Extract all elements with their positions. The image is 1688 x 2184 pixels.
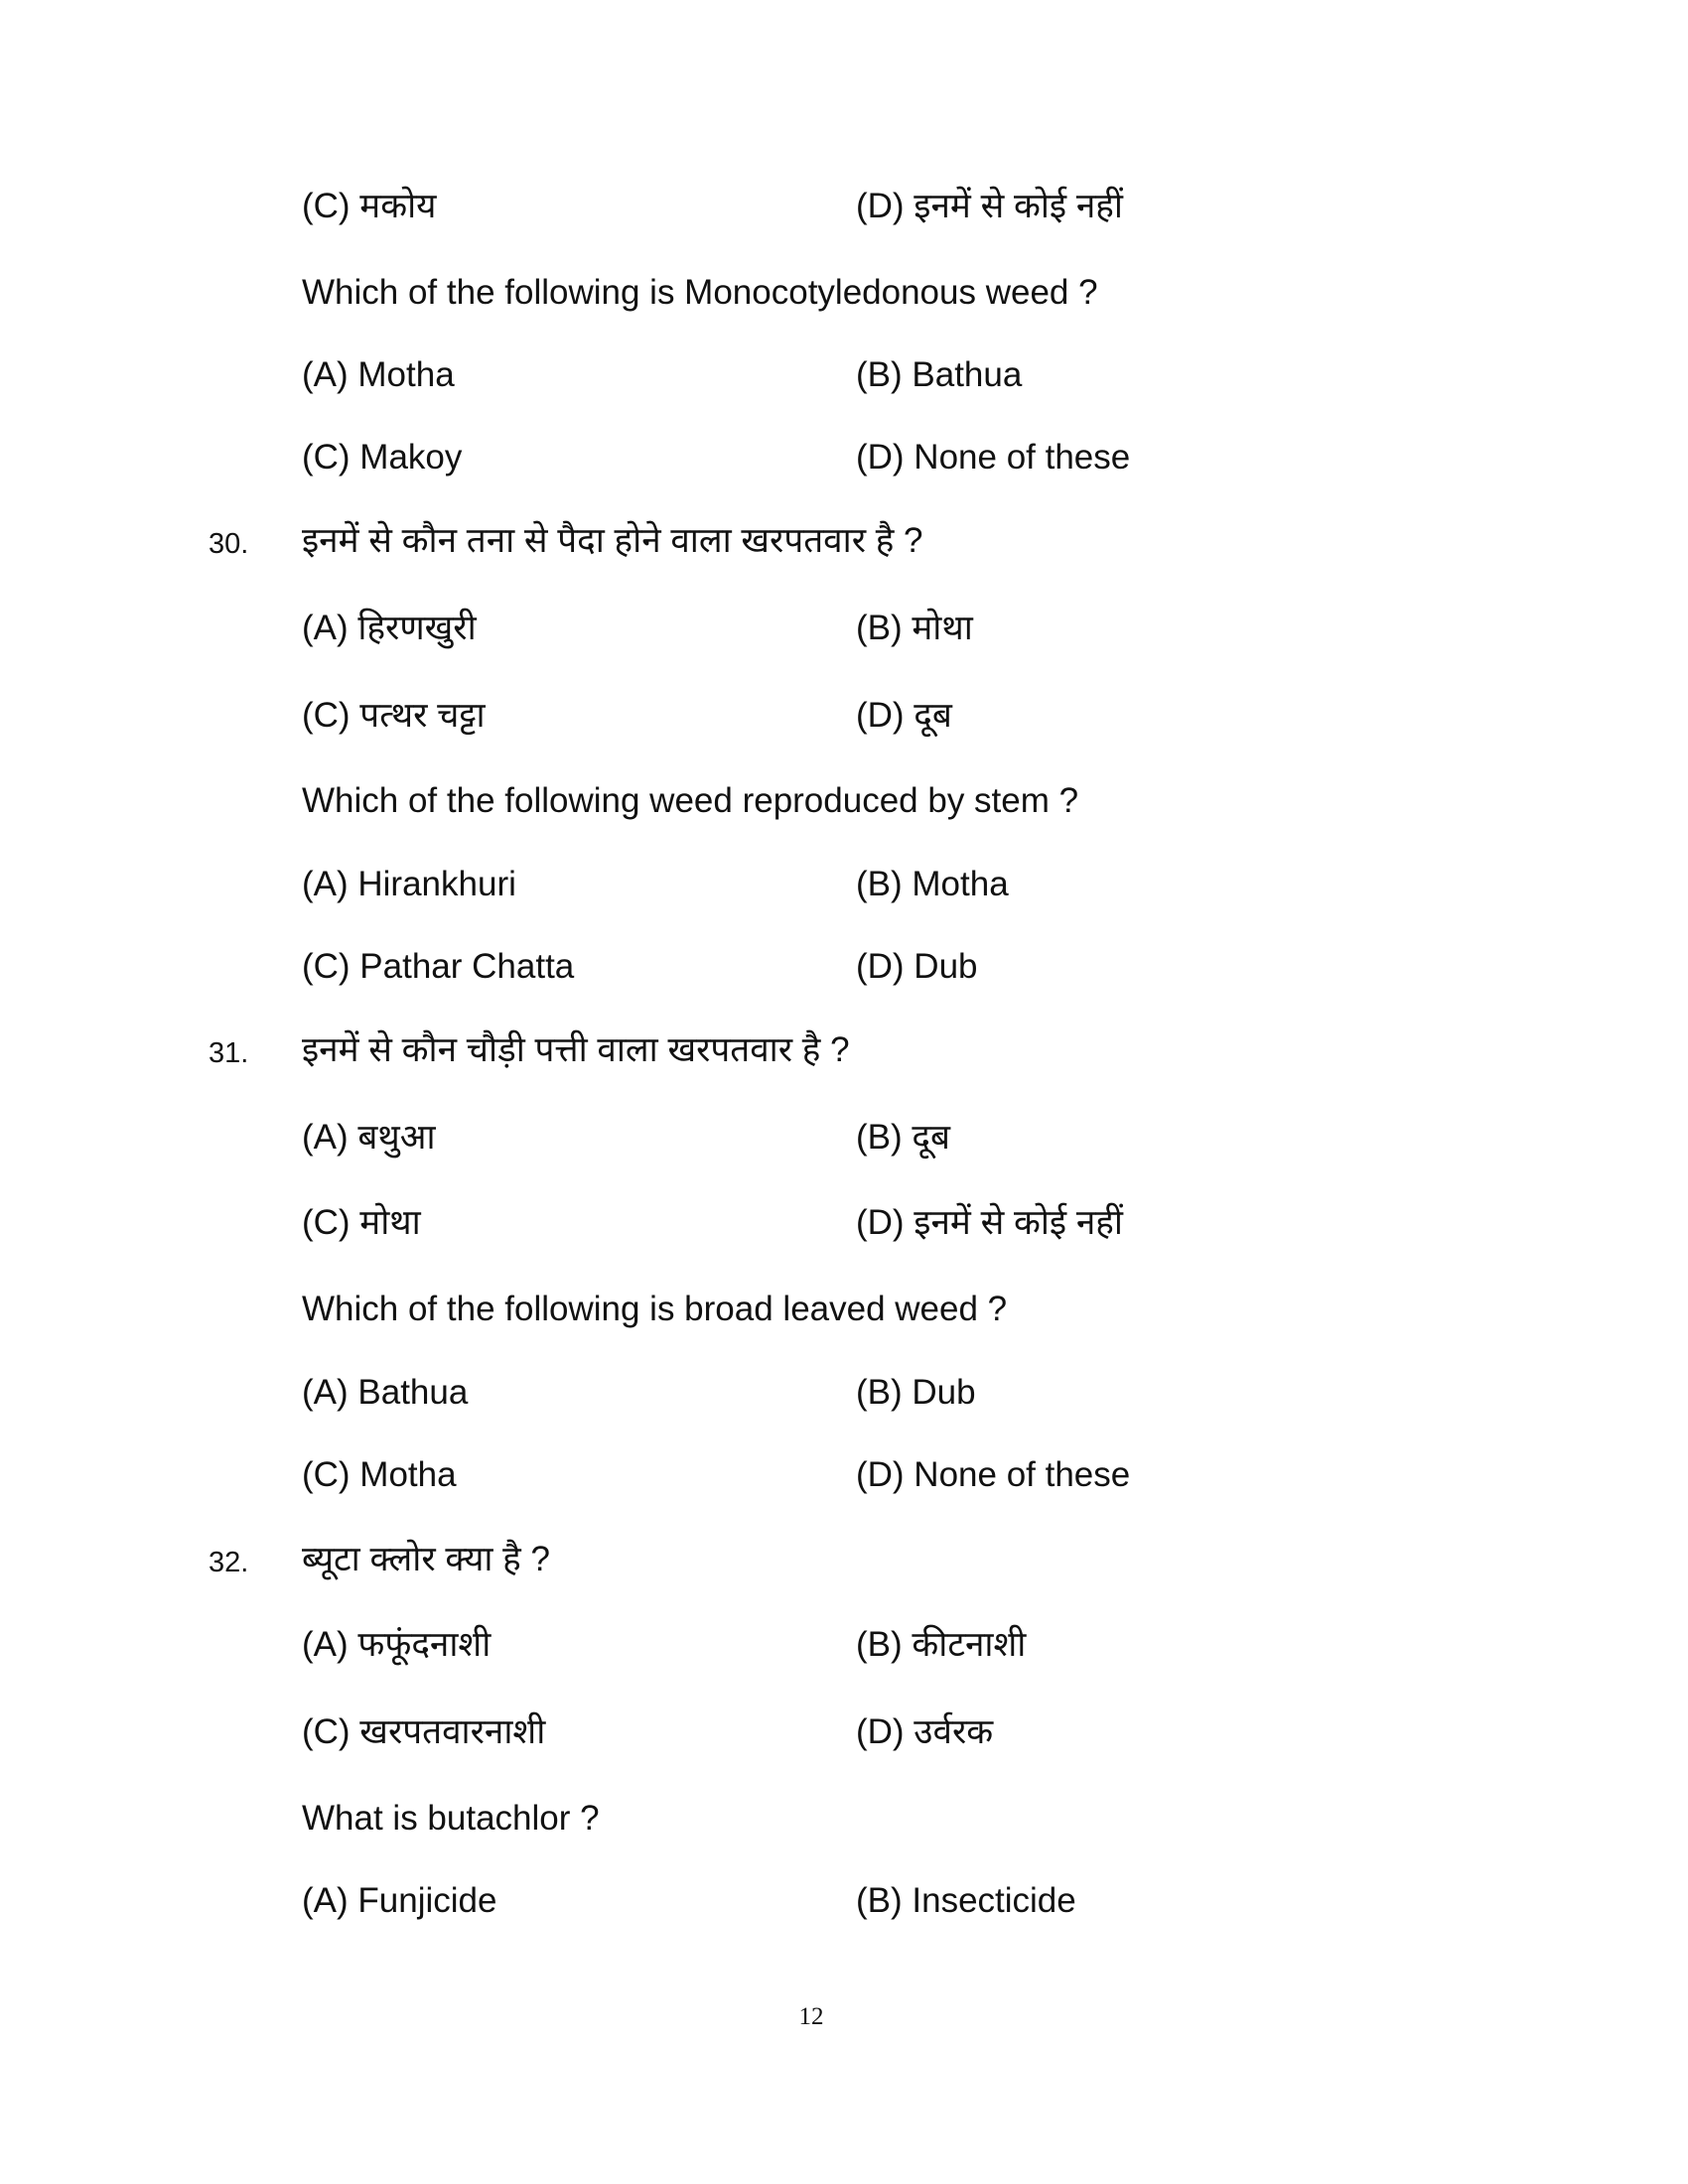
option-a-hi: (A) फफूंदनाशी xyxy=(302,1625,492,1664)
question-31-hi: इनमें से कौन चौड़ी पत्ती वाला खरपतवार है ? xyxy=(302,1030,850,1069)
option-b: (B) Insecticide xyxy=(856,1881,1076,1920)
option-b: (B) Bathua xyxy=(856,355,1023,394)
question-number: 30. xyxy=(209,528,249,560)
option-d: (D) Dub xyxy=(856,947,978,986)
option-b-hi: (B) मोथा xyxy=(856,609,973,647)
option-c-hi: (C) मोथा xyxy=(302,1203,421,1242)
option-b: (B) Dub xyxy=(856,1373,976,1412)
option-b-hi: (B) कीटनाशी xyxy=(856,1625,1027,1664)
option-c-hi: (C) पत्थर चट्टा xyxy=(302,696,486,735)
option-a: (A) Hirankhuri xyxy=(302,865,516,903)
question-30-hi: इनमें से कौन तना से पैदा होने वाला खरपतवार है ? xyxy=(302,521,923,560)
question-number: 32. xyxy=(209,1547,249,1578)
option-c: (C) Motha xyxy=(302,1455,457,1494)
question-32-hi: ब्यूटा क्लोर क्या है ? xyxy=(302,1540,550,1578)
question-32-en: What is butachlor ? xyxy=(302,1799,600,1838)
option-a: (A) Bathua xyxy=(302,1373,469,1412)
option-a-hi: (A) बथुआ xyxy=(302,1118,436,1157)
option-d-hi: (D) दूब xyxy=(856,696,952,735)
option-b-hi: (B) दूब xyxy=(856,1118,950,1157)
option-d: (D) None of these xyxy=(856,438,1131,477)
option-a: (A) Motha xyxy=(302,355,455,394)
option-b: (B) Motha xyxy=(856,865,1009,903)
option-d-hi: (D) इनमें से कोई नहीं xyxy=(856,1203,1123,1242)
option-d-hi: (D) उर्वरक xyxy=(856,1712,994,1751)
option-c-hi: (C) मकोय xyxy=(302,187,437,225)
page-number: 12 xyxy=(798,2003,824,2030)
option-c-hi: (C) खरपतवारनाशी xyxy=(302,1712,546,1751)
question-30-en: Which of the following weed reproduced by stem ? xyxy=(302,781,1079,820)
option-a: (A) Funjicide xyxy=(302,1881,497,1920)
option-c: (C) Pathar Chatta xyxy=(302,947,575,986)
question-29-en: Which of the following is Monocotyledonous weed ? xyxy=(302,273,1098,312)
option-d: (D) None of these xyxy=(856,1455,1131,1494)
option-d-hi: (D) इनमें से कोई नहीं xyxy=(856,187,1123,225)
question-31-en: Which of the following is broad leaved weed ? xyxy=(302,1290,1008,1328)
question-number: 31. xyxy=(209,1037,249,1069)
option-a-hi: (A) हिरणखुरी xyxy=(302,609,477,647)
option-c: (C) Makoy xyxy=(302,438,463,477)
